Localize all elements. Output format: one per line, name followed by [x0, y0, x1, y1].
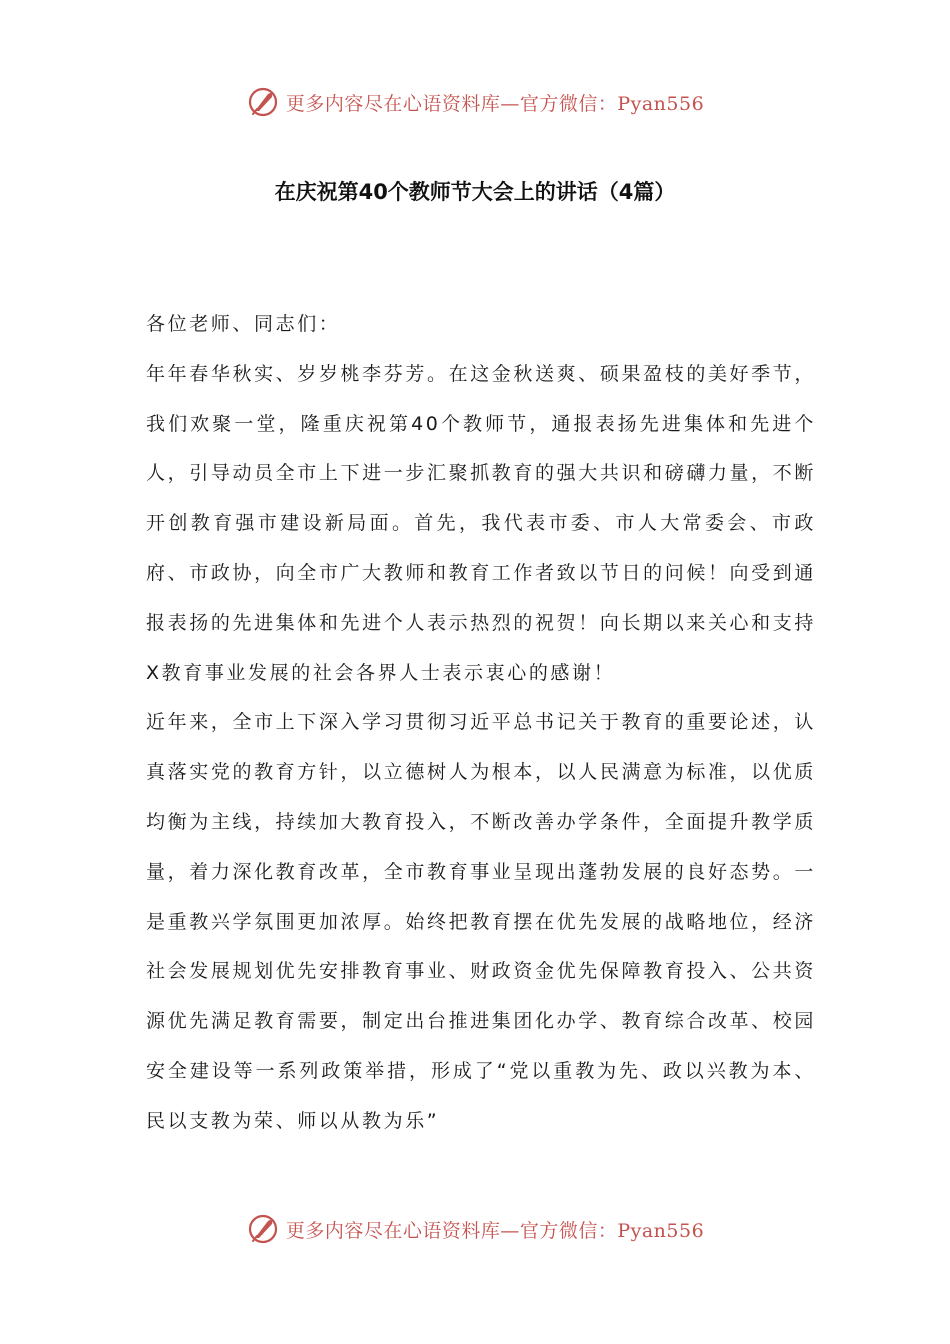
- achievements-paragraph: 近年来，全市上下深入学习贯彻习近平总书记关于教育的重要论述，认真落实党的教育方针，以立德树人为根本，以人民满意为标准，以优质均衡为主线，持续加大教育投入，不断改善办学条件，全面提升教学质量，着力深化教育改革，全市教育事业呈现出蓬勃发展的良好态势。一是重教兴学氛围更加浓厚。始终把教育摆在优先发展的战略地位，经济社会发展规划优先安排教育事业、财政资金优先保障教育投入、公共资源优先满足教育需要，制定出台推进集团化办学、教育综合改革、校园安全建设等一系列政策举措，形成了“党以重教为先、政以兴教为本、民以支教为荣、师以从教为乐”: [146, 711, 816, 1132]
- quill-logo-icon: [246, 85, 280, 119]
- document-body: [146, 300, 816, 1147]
- watermark-text: 更多内容尽在心语资料库—官方微信：Pyan556: [285, 92, 705, 115]
- opening-paragraph: 年年春华秋实、岁岁桃李芬芳。在这金秋送爽、硕果盈枝的美好季节，我们欢聚一堂，隆重庆祝第40个教师节，通报表扬先进集体和先进个人，引导动员全市上下进一步汇聚抓教育的强大共识和磅礴力量，不断开创教育强市建设新局面。首先，我代表市委、市人大常委会、市政府、市政协，向全市广大教师和教育工作者致以节日的问候！向受到通报表扬的先进集体和先进个人表示热烈的祝贺！向长期以来关心和支持X教育事业发展的社会各界人士表示衷心的感谢！: [146, 362, 816, 684]
- header-watermark: [0, 82, 950, 122]
- footer-watermark: [0, 1209, 950, 1249]
- quill-logo-icon: [246, 1212, 280, 1246]
- watermark-text: 更多内容尽在心语资料库—官方微信：Pyan556: [285, 1219, 705, 1242]
- document-title: 在庆祝第40个教师节大会上的讲话（4篇）: [274, 180, 676, 204]
- salutation-paragraph: 各位老师、同志们：: [146, 313, 341, 335]
